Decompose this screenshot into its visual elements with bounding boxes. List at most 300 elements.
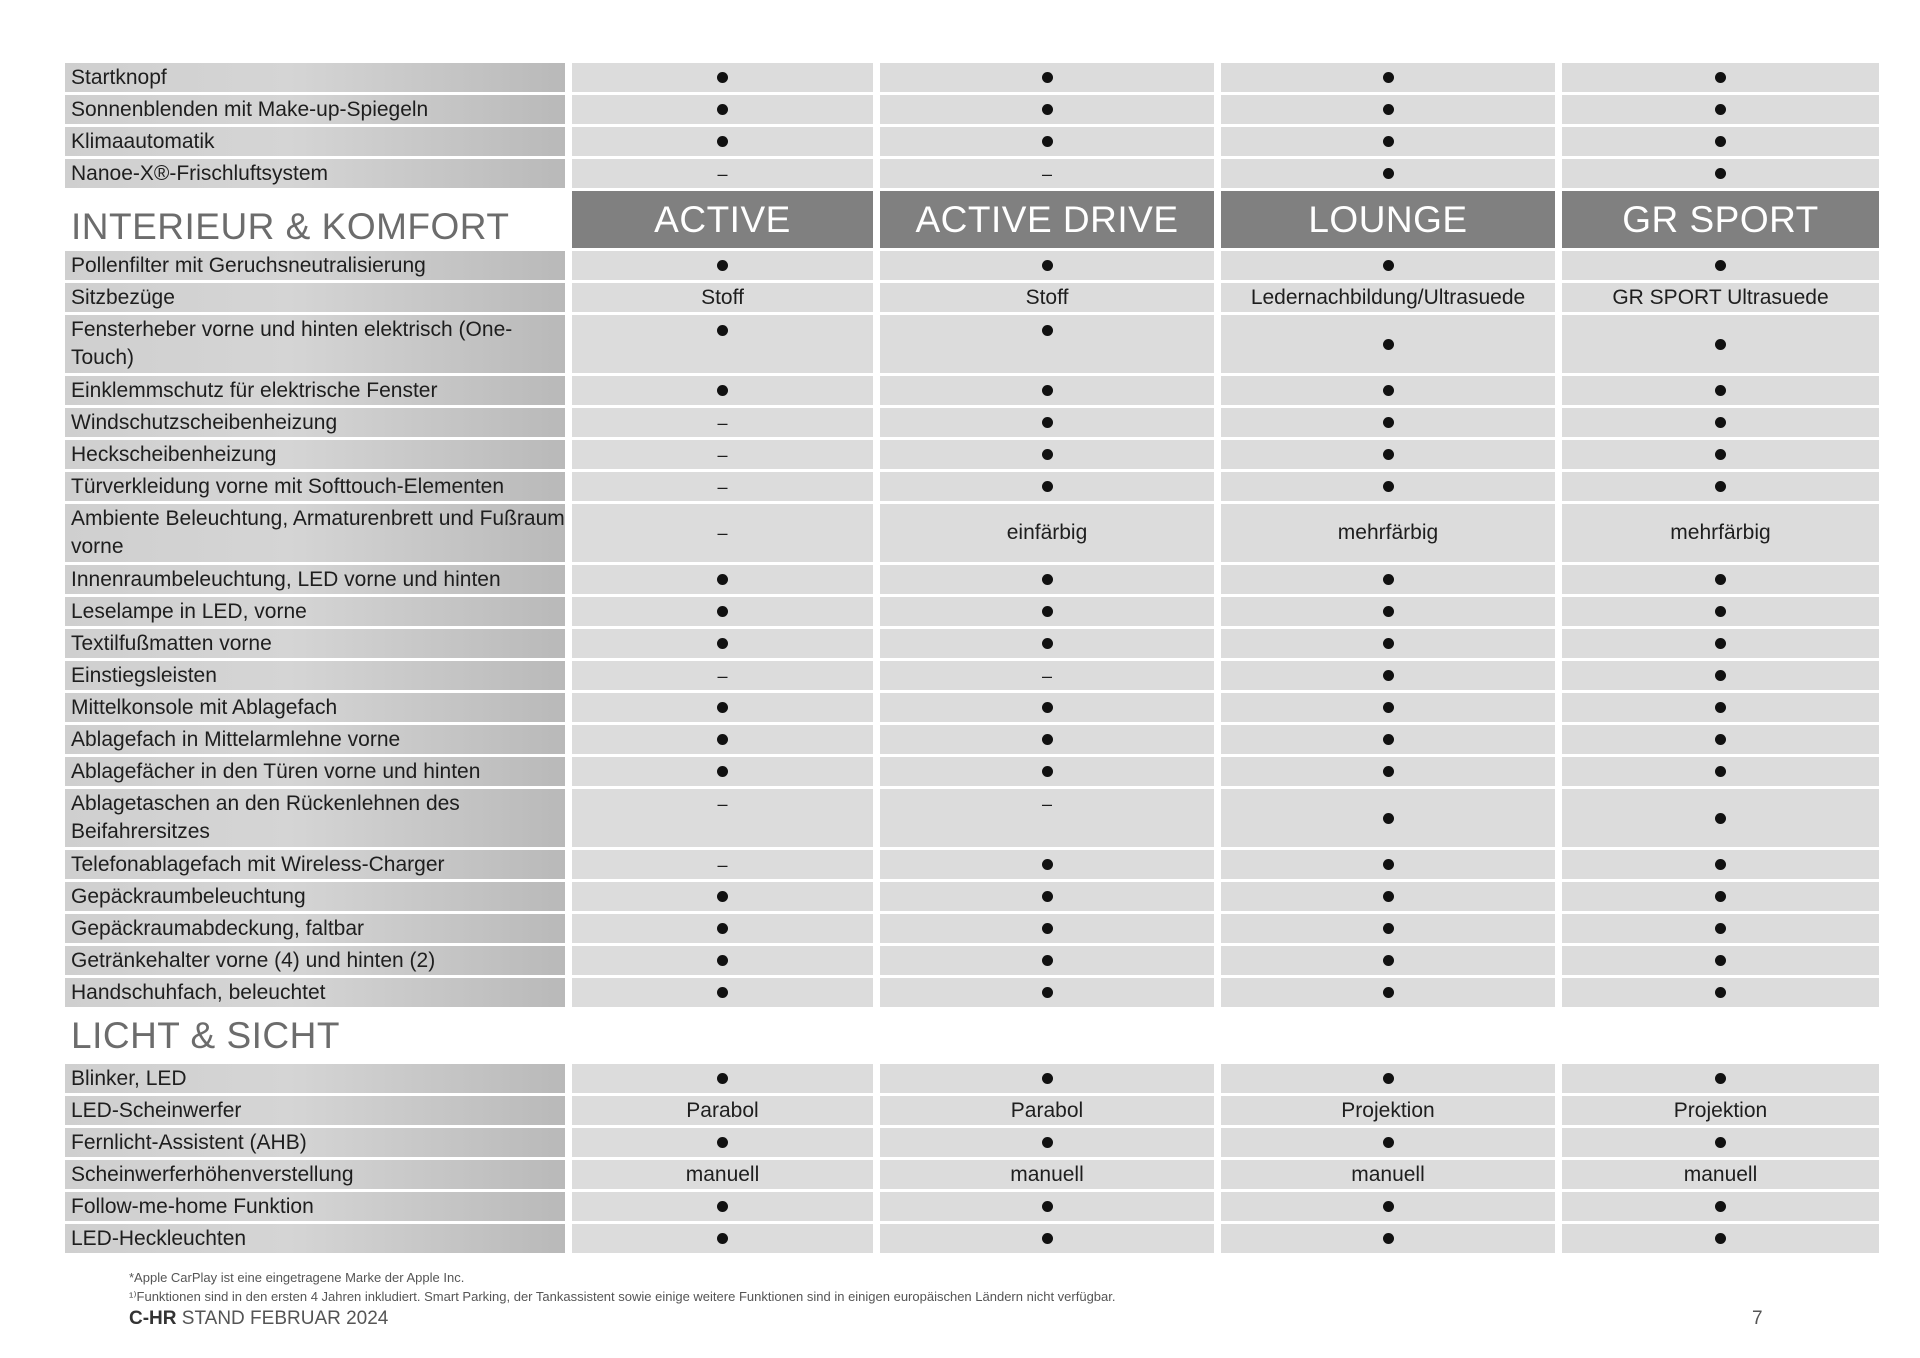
value-gr-sport [1562, 251, 1879, 280]
included-dot-icon [1715, 813, 1726, 824]
value-active-drive [880, 1064, 1214, 1093]
feature-label: Scheinwerferhöhenverstellung [65, 1160, 565, 1189]
value-gr-sport [1562, 1192, 1879, 1221]
footnote-apple-carplay: *Apple CarPlay ist eine eingetragene Marke der Apple Inc. [129, 1270, 465, 1285]
value-active [572, 850, 873, 879]
value-active-drive [880, 597, 1214, 626]
value-active [572, 1192, 873, 1221]
value-active [572, 597, 873, 626]
included-dot-icon [1715, 1201, 1726, 1212]
feature-label: Pollenfilter mit Geruchsneutralisierung [65, 251, 565, 280]
value-active-drive [880, 283, 1214, 312]
value-text: manuell [1683, 1162, 1758, 1186]
included-dot-icon [1383, 638, 1394, 649]
value-text: mehrfärbig [1337, 521, 1439, 544]
value-active [572, 127, 873, 156]
included-dot-icon [1042, 417, 1053, 428]
included-dot-icon [1715, 670, 1726, 681]
value-lounge [1221, 978, 1555, 1007]
value-active [572, 757, 873, 786]
value-lounge [1221, 693, 1555, 722]
value-active-drive [880, 95, 1214, 124]
value-lounge [1221, 283, 1555, 312]
table-row [65, 376, 1885, 405]
value-text: manuell [1351, 1162, 1425, 1186]
value-lounge [1221, 850, 1555, 879]
column-header-gr-sport: GR SPORT [1562, 191, 1879, 248]
value-gr-sport [1562, 597, 1879, 626]
feature-label: Textilfußmatten vorne [65, 629, 565, 658]
included-dot-icon [1383, 385, 1394, 396]
value-gr-sport [1562, 95, 1879, 124]
included-dot-icon [1383, 891, 1394, 902]
value-active-drive [880, 1128, 1214, 1157]
value-active [572, 95, 873, 124]
feature-label: Startknopf [65, 63, 565, 92]
value-lounge [1221, 757, 1555, 786]
value-text: Projektion [1341, 1098, 1435, 1122]
included-dot-icon [1383, 1201, 1394, 1212]
value-lounge [1221, 914, 1555, 943]
value-lounge [1221, 1064, 1555, 1093]
value-text: manuell [1010, 1162, 1084, 1186]
included-dot-icon [1383, 923, 1394, 934]
value-active [572, 914, 873, 943]
table-row [65, 440, 1885, 469]
value-lounge [1221, 159, 1555, 188]
value-gr-sport [1562, 1064, 1879, 1093]
value-gr-sport [1562, 946, 1879, 975]
included-dot-icon [1715, 574, 1726, 585]
footnote-functions: ¹⁾Funktionen sind in den ersten 4 Jahren inkludiert. Smart Parking, der Tankassistent sowie einige weitere Funktionen sind in einigen europäischen Ländern nicht verfügbar. [129, 1289, 1116, 1304]
value-gr-sport [1562, 850, 1879, 879]
value-active-drive [880, 315, 1214, 373]
value-gr-sport [1562, 283, 1879, 312]
included-dot-icon [717, 136, 728, 147]
not-available-dash: – [717, 854, 728, 875]
not-available-dash: – [1041, 163, 1052, 184]
value-gr-sport [1562, 1160, 1879, 1189]
included-dot-icon [1042, 574, 1053, 585]
value-gr-sport [1562, 376, 1879, 405]
value-text: Stoff [701, 285, 744, 309]
feature-label: Klimaautomatik [65, 127, 565, 156]
value-lounge [1221, 376, 1555, 405]
not-available-dash: – [717, 444, 728, 465]
table-row [65, 789, 1885, 847]
feature-label: Ablagetaschen an den Rückenlehnen des Beifahrersitzes [65, 789, 565, 847]
value-active-drive [880, 472, 1214, 501]
value-active [572, 629, 873, 658]
value-text: Ledernachbildung/Ultrasuede [1250, 285, 1526, 309]
value-active-drive [880, 1224, 1214, 1253]
included-dot-icon [1715, 734, 1726, 745]
included-dot-icon [717, 104, 728, 115]
included-dot-icon [1715, 481, 1726, 492]
value-active [572, 315, 873, 373]
included-dot-icon [1715, 72, 1726, 83]
feature-label: Sitzbezüge [65, 283, 565, 312]
value-active [572, 1128, 873, 1157]
value-text: Parabol [686, 1098, 759, 1122]
value-active [572, 725, 873, 754]
value-text: manuell [685, 1162, 760, 1186]
value-active-drive [880, 504, 1214, 562]
table-row [65, 597, 1885, 626]
not-available-dash: – [717, 794, 728, 814]
top-feature-table [65, 63, 1885, 191]
value-text: mehrfärbig [1670, 521, 1771, 544]
value-active [572, 1096, 873, 1125]
feature-label: LED-Scheinwerfer [65, 1096, 565, 1125]
table-row [65, 1096, 1885, 1125]
included-dot-icon [717, 385, 728, 396]
included-dot-icon [717, 766, 728, 777]
table-row [65, 693, 1885, 722]
included-dot-icon [1715, 1233, 1726, 1244]
not-available-dash: – [717, 665, 728, 686]
included-dot-icon [1042, 891, 1053, 902]
included-dot-icon [1715, 923, 1726, 934]
feature-label: Telefonablagefach mit Wireless-Charger [65, 850, 565, 879]
included-dot-icon [717, 574, 728, 585]
feature-label: Follow-me-home Funktion [65, 1192, 565, 1221]
feature-label: Windschutzscheibenheizung [65, 408, 565, 437]
included-dot-icon [717, 734, 728, 745]
value-lounge [1221, 725, 1555, 754]
value-gr-sport [1562, 408, 1879, 437]
included-dot-icon [1042, 1073, 1053, 1084]
value-active [572, 693, 873, 722]
value-active-drive [880, 629, 1214, 658]
included-dot-icon [1383, 766, 1394, 777]
included-dot-icon [1383, 734, 1394, 745]
value-text: Stoff [1025, 285, 1069, 309]
included-dot-icon [1715, 638, 1726, 649]
included-dot-icon [1715, 766, 1726, 777]
not-available-dash: – [717, 523, 728, 543]
feature-label: Sonnenblenden mit Make-up-Spiegeln [65, 95, 565, 124]
table-row [65, 629, 1885, 658]
feature-label: Leselampe in LED, vorne [65, 597, 565, 626]
table-row [65, 251, 1885, 280]
value-gr-sport [1562, 789, 1879, 847]
value-active [572, 661, 873, 690]
included-dot-icon [1383, 72, 1394, 83]
included-dot-icon [717, 1233, 728, 1244]
value-active-drive [880, 440, 1214, 469]
value-gr-sport [1562, 882, 1879, 911]
included-dot-icon [1383, 813, 1394, 824]
table-row [65, 661, 1885, 690]
feature-label: Heckscheibenheizung [65, 440, 565, 469]
included-dot-icon [1042, 987, 1053, 998]
feature-label: Innenraumbeleuchtung, LED vorne und hinten [65, 565, 565, 594]
included-dot-icon [1715, 104, 1726, 115]
table-row [65, 127, 1885, 156]
value-gr-sport [1562, 725, 1879, 754]
value-lounge [1221, 946, 1555, 975]
value-gr-sport [1562, 1096, 1879, 1125]
included-dot-icon [717, 1073, 728, 1084]
value-lounge [1221, 1160, 1555, 1189]
included-dot-icon [1042, 1201, 1053, 1212]
section-title: INTERIEUR & KOMFORT [71, 206, 510, 247]
included-dot-icon [1042, 1137, 1053, 1148]
not-available-dash: – [1041, 665, 1052, 686]
table-row [65, 978, 1885, 1007]
value-active-drive [880, 693, 1214, 722]
included-dot-icon [1042, 72, 1053, 83]
column-header-active-drive: ACTIVE DRIVE [880, 191, 1214, 248]
value-active [572, 63, 873, 92]
feature-label: Handschuhfach, beleuchtet [65, 978, 565, 1007]
value-active [572, 1224, 873, 1253]
footer-model: C-HR [129, 1308, 177, 1329]
value-lounge [1221, 661, 1555, 690]
table-row [65, 1128, 1885, 1157]
value-gr-sport [1562, 504, 1879, 562]
footer-model-stand [129, 1308, 388, 1330]
value-active-drive [880, 1096, 1214, 1125]
feature-label: Blinker, LED [65, 1064, 565, 1093]
value-active [572, 565, 873, 594]
column-header-lounge: LOUNGE [1221, 191, 1555, 248]
feature-label: Nanoe-X®-Frischluftsystem [65, 159, 565, 188]
table-row [65, 63, 1885, 92]
value-active [572, 504, 873, 562]
value-lounge [1221, 789, 1555, 847]
included-dot-icon [1383, 1233, 1394, 1244]
value-active-drive [880, 978, 1214, 1007]
table-row [65, 315, 1885, 373]
value-gr-sport [1562, 914, 1879, 943]
included-dot-icon [1042, 955, 1053, 966]
value-active-drive [880, 725, 1214, 754]
feature-label: LED-Heckleuchten [65, 1224, 565, 1253]
value-lounge [1221, 251, 1555, 280]
included-dot-icon [1715, 1073, 1726, 1084]
value-active-drive [880, 914, 1214, 943]
included-dot-icon [1383, 1073, 1394, 1084]
included-dot-icon [717, 987, 728, 998]
included-dot-icon [717, 702, 728, 713]
included-dot-icon [1042, 449, 1053, 460]
section-title: LICHT & SICHT [71, 1015, 340, 1056]
included-dot-icon [1383, 670, 1394, 681]
included-dot-icon [1042, 606, 1053, 617]
value-active-drive [880, 1160, 1214, 1189]
table-row [65, 1192, 1885, 1221]
value-gr-sport [1562, 661, 1879, 690]
table-row [65, 850, 1885, 879]
included-dot-icon [1042, 859, 1053, 870]
included-dot-icon [1715, 449, 1726, 460]
value-gr-sport [1562, 127, 1879, 156]
included-dot-icon [1042, 385, 1053, 396]
not-available-dash: – [717, 163, 728, 184]
column-header-active: ACTIVE [572, 191, 873, 248]
table-row [65, 408, 1885, 437]
value-active-drive [880, 159, 1214, 188]
included-dot-icon [1383, 1137, 1394, 1148]
included-dot-icon [1383, 339, 1394, 350]
value-active-drive [880, 946, 1214, 975]
value-lounge [1221, 1096, 1555, 1125]
table-row [65, 504, 1885, 562]
table-row [65, 159, 1885, 188]
value-active-drive [880, 376, 1214, 405]
value-text: einfärbig [1006, 521, 1088, 544]
feature-label: Einklemmschutz für elektrische Fenster [65, 376, 565, 405]
included-dot-icon [717, 891, 728, 902]
value-active-drive [880, 789, 1214, 847]
value-gr-sport [1562, 1224, 1879, 1253]
value-gr-sport [1562, 978, 1879, 1007]
feature-label: Fernlicht-Assistent (AHB) [65, 1128, 565, 1157]
value-active-drive [880, 408, 1214, 437]
included-dot-icon [1383, 859, 1394, 870]
value-lounge [1221, 629, 1555, 658]
value-active [572, 882, 873, 911]
included-dot-icon [717, 1201, 728, 1212]
value-active [572, 1160, 873, 1189]
value-lounge [1221, 504, 1555, 562]
included-dot-icon [1715, 136, 1726, 147]
value-gr-sport [1562, 472, 1879, 501]
value-active [572, 408, 873, 437]
value-active [572, 440, 873, 469]
feature-label: Fensterheber vorne und hinten elektrisch (One-Touch) [65, 315, 565, 373]
included-dot-icon [1383, 449, 1394, 460]
value-gr-sport [1562, 159, 1879, 188]
included-dot-icon [1383, 481, 1394, 492]
included-dot-icon [1383, 702, 1394, 713]
included-dot-icon [1715, 859, 1726, 870]
value-text: Projektion [1673, 1098, 1768, 1122]
included-dot-icon [1383, 955, 1394, 966]
included-dot-icon [1715, 260, 1726, 271]
included-dot-icon [1042, 260, 1053, 271]
included-dot-icon [1042, 923, 1053, 934]
included-dot-icon [1042, 702, 1053, 713]
included-dot-icon [1042, 734, 1053, 745]
value-lounge [1221, 95, 1555, 124]
value-lounge [1221, 472, 1555, 501]
value-gr-sport [1562, 1128, 1879, 1157]
value-active-drive [880, 127, 1214, 156]
included-dot-icon [1715, 606, 1726, 617]
table-row [65, 565, 1885, 594]
included-dot-icon [1383, 574, 1394, 585]
page-number: 7 [1752, 1308, 1763, 1329]
included-dot-icon [1715, 168, 1726, 179]
value-active [572, 1064, 873, 1093]
value-active [572, 283, 873, 312]
value-active-drive [880, 1192, 1214, 1221]
value-active-drive [880, 63, 1214, 92]
value-gr-sport [1562, 757, 1879, 786]
value-lounge [1221, 408, 1555, 437]
included-dot-icon [1715, 339, 1726, 350]
included-dot-icon [1042, 766, 1053, 777]
included-dot-icon [1042, 325, 1053, 336]
included-dot-icon [1715, 385, 1726, 396]
value-active [572, 251, 873, 280]
value-text: GR SPORT Ultrasuede [1612, 285, 1829, 309]
table-row [65, 1160, 1885, 1189]
value-lounge [1221, 565, 1555, 594]
value-active-drive [880, 850, 1214, 879]
value-lounge [1221, 1128, 1555, 1157]
feature-label: Mittelkonsole mit Ablagefach [65, 693, 565, 722]
value-gr-sport [1562, 315, 1879, 373]
included-dot-icon [717, 923, 728, 934]
value-active-drive [880, 661, 1214, 690]
included-dot-icon [1383, 168, 1394, 179]
value-active-drive [880, 757, 1214, 786]
included-dot-icon [1383, 987, 1394, 998]
table-row [65, 882, 1885, 911]
value-active [572, 789, 873, 847]
included-dot-icon [1042, 481, 1053, 492]
value-gr-sport [1562, 629, 1879, 658]
value-active-drive [880, 565, 1214, 594]
included-dot-icon [1383, 606, 1394, 617]
section-header-row [65, 191, 1885, 248]
table-row [65, 946, 1885, 975]
value-lounge [1221, 440, 1555, 469]
included-dot-icon [1383, 260, 1394, 271]
table-row [65, 914, 1885, 943]
included-dot-icon [1042, 136, 1053, 147]
table-row [65, 472, 1885, 501]
included-dot-icon [1715, 1137, 1726, 1148]
value-active [572, 946, 873, 975]
footer-stand: STAND FEBRUAR 2024 [181, 1308, 389, 1329]
feature-label: Türverkleidung vorne mit Softtouch-Elementen [65, 472, 565, 501]
value-gr-sport [1562, 693, 1879, 722]
included-dot-icon [717, 260, 728, 271]
value-gr-sport [1562, 63, 1879, 92]
value-active-drive [880, 882, 1214, 911]
value-active [572, 159, 873, 188]
table-row [65, 757, 1885, 786]
included-dot-icon [1383, 417, 1394, 428]
feature-label: Ablagefächer in den Türen vorne und hinten [65, 757, 565, 786]
value-gr-sport [1562, 565, 1879, 594]
table-row [65, 725, 1885, 754]
value-lounge [1221, 315, 1555, 373]
table-row [65, 1224, 1885, 1253]
included-dot-icon [1042, 104, 1053, 115]
included-dot-icon [1715, 987, 1726, 998]
value-lounge [1221, 63, 1555, 92]
feature-label: Gepäckraumbeleuchtung [65, 882, 565, 911]
value-lounge [1221, 597, 1555, 626]
value-lounge [1221, 882, 1555, 911]
licht-sicht-table [65, 1064, 1885, 1256]
interieur-komfort-table [65, 191, 1885, 1010]
feature-label: Ambiente Beleuchtung, Armaturenbrett und Fußraum vorne [65, 504, 565, 562]
included-dot-icon [717, 606, 728, 617]
included-dot-icon [1042, 1233, 1053, 1244]
included-dot-icon [1715, 891, 1726, 902]
feature-label: Ablagefach in Mittelarmlehne vorne [65, 725, 565, 754]
value-lounge [1221, 1192, 1555, 1221]
included-dot-icon [1715, 955, 1726, 966]
included-dot-icon [1715, 417, 1726, 428]
